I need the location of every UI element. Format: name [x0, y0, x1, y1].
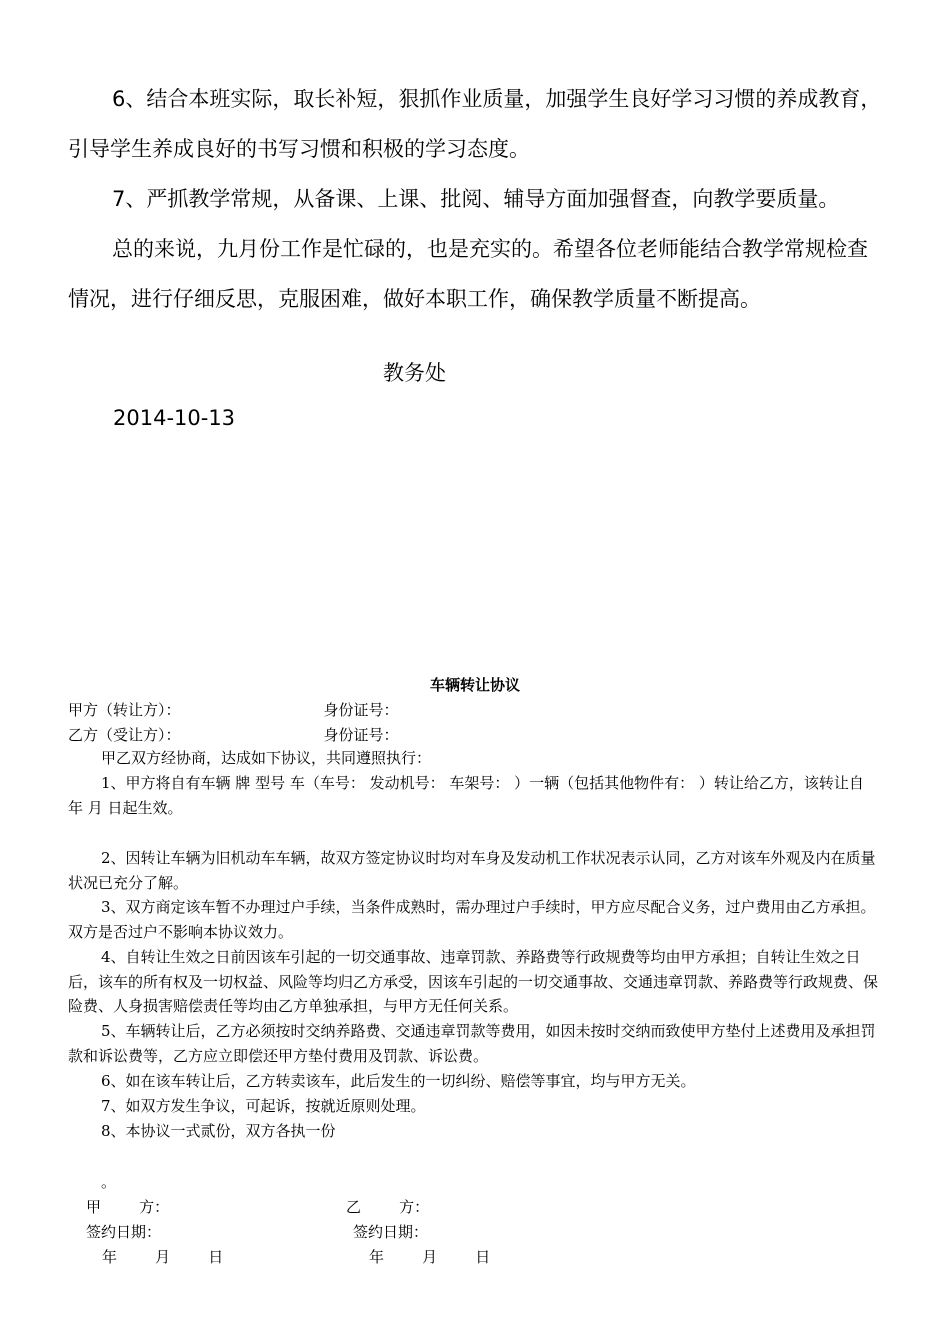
ymd-b: 年 月 日 [369, 1248, 491, 1266]
party-a-sign: 甲 方： [86, 1198, 170, 1216]
clause-6: 6、如在该车转让后，乙方转卖该车，此后发生的一切纠纷、赔偿等事宜，均与甲方无关。 [101, 1072, 696, 1090]
clause-8: 8、本协议一式贰份，双方各执一份 [101, 1122, 336, 1140]
report-item-7: 7、严抓教学常规，从备课、上课、批阅、辅导方面加强督查，向教学要质量。 [112, 187, 840, 211]
party-b-sign: 乙 方： [346, 1198, 430, 1216]
party-b-line: 乙方（受让方）： 身份证号： [68, 726, 399, 744]
clause-4: 4、自转让生效之日前因该车引起的一切交通事故、违章罚款、养路费等行政规费等均由甲方承担；自转让生效之日后，该车的所有权及一切权益、风险等均归乙方承受，因该车引起的一切交通事故、交通违章罚款、养路费等行政规费、保险费、人身损害赔偿责任等均由乙方单独承担，与甲方无任何关系。 [68, 948, 879, 1016]
report-date: 2014-10-13 [113, 406, 236, 430]
clause-7: 7、如双方发生争议，可起诉，按就近原则处理。 [101, 1097, 426, 1115]
clause-8-period: 。 [101, 1173, 117, 1191]
sign-date-b: 签约日期： [353, 1223, 429, 1241]
clause-3: 3、双方商定该车暂不办理过户手续，当条件成熟时，需办理过户手续时，甲方应尽配合义务，过户费用由乙方承担。双方是否过户不影响本协议效力。 [68, 898, 876, 941]
agreement-intro: 甲乙双方经协商，达成如下协议，共同遵照执行： [101, 749, 432, 767]
clause-1: 1、甲方将自有车辆 牌 型号 车（车号： 发动机号： 车架号： ）一辆（包括其他物件有： ）转让给乙方，该转让自 年 月 日起生效。 [68, 774, 864, 817]
clause-2: 2、因转让车辆为旧机动车车辆，故双方签定协议时均对车身及发动机工作状况表示认同，乙方对该车外观及内在质量状况已充分了解。 [68, 849, 876, 892]
report-summary: 总的来说，九月份工作是忙碌的，也是充实的。希望各位老师能结合教学常规检查情况，进行仔细反思，克服困难，做好本职工作，确保教学质量不断提高。 [68, 237, 868, 311]
party-a-line: 甲方（转让方）： 身份证号： [68, 701, 399, 719]
agreement-title: 车辆转让协议 [429, 676, 520, 694]
clause-5: 5、车辆转让后，乙方必须按时交纳养路费、交通违章罚款等费用，如因未按时交纳而致使甲方垫付上述费用及承担罚款和诉讼费等，乙方应立即偿还甲方垫付费用及罚款、诉讼费。 [68, 1022, 876, 1065]
ymd-a: 年 月 日 [102, 1248, 224, 1266]
sign-date-a: 签约日期： [86, 1223, 162, 1241]
report-item-6: 6、结合本班实际，取长补短，狠抓作业质量，加强学生良好学习习惯的养成教育，引导学生养成良好的书写习惯和积极的学习态度。 [68, 87, 882, 161]
report-signature: 教务处 [383, 361, 446, 385]
